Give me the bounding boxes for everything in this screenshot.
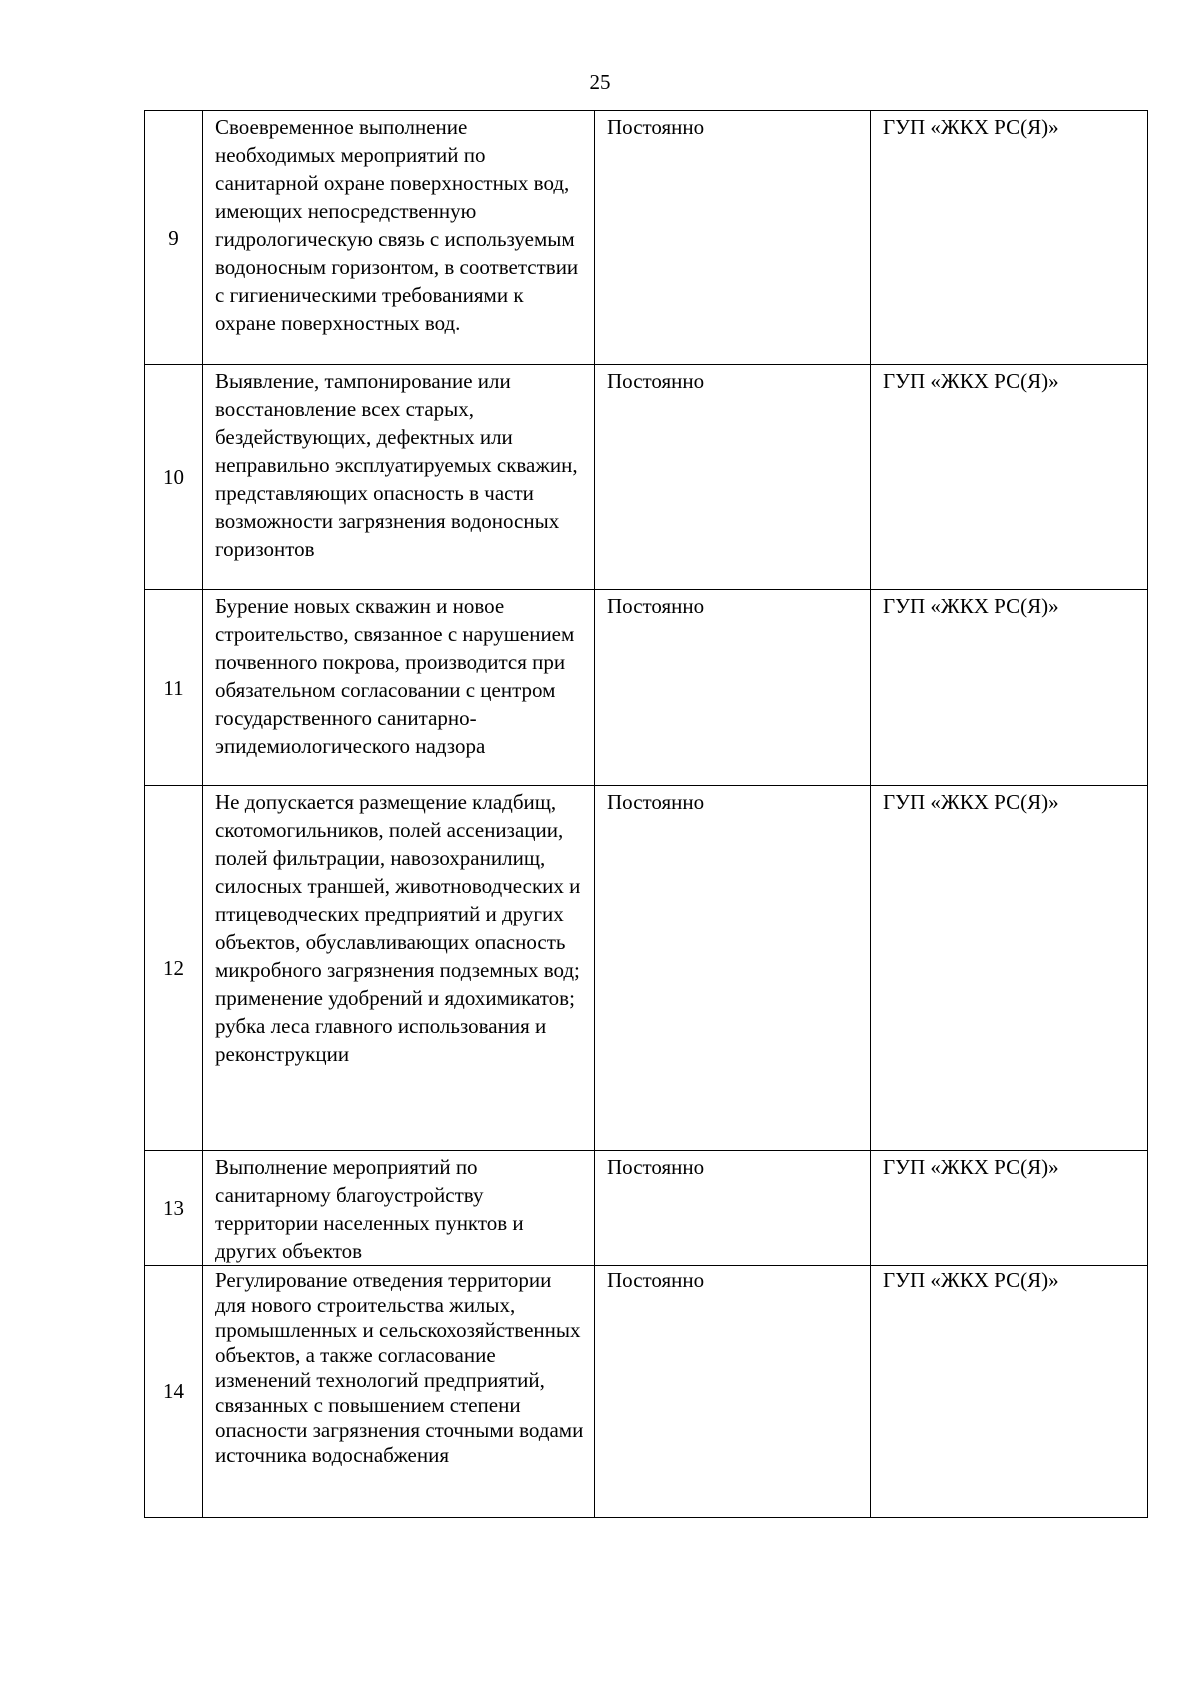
table-row: [145, 786, 1148, 1151]
row-responsible: ГУП «ЖКХ РС(Я)»: [871, 786, 1148, 1151]
table-row: [145, 590, 1148, 786]
measures-table: [144, 110, 1148, 1518]
row-number: 14: [145, 1266, 203, 1518]
table-row: [145, 1266, 1148, 1518]
row-term: Постоянно: [595, 1151, 871, 1266]
row-number: 9: [145, 111, 203, 365]
row-number: 11: [145, 590, 203, 786]
row-description: Выявление, тампонирование или восстановление всех старых, бездействующих, дефектных или неправильно эксплуатируемых скважин, представляющих опасность в части возможности загрязнения водоносных горизонтов: [203, 365, 595, 590]
row-term: Постоянно: [595, 365, 871, 590]
table-row: [145, 1151, 1148, 1266]
row-responsible: ГУП «ЖКХ РС(Я)»: [871, 590, 1148, 786]
table-row: [145, 365, 1148, 590]
row-description: Своевременное выполнение необходимых мероприятий по санитарной охране поверхностных вод, имеющих непосредственную гидрологическую связь с используемым водоносным горизонтом, в соответствии с гигиеническими требованиями к охране поверхностных вод.: [203, 111, 595, 365]
row-description: Не допускается размещение кладбищ, скотомогильников, полей ассенизации, полей фильтрации, навозохранилищ, силосных траншей, животноводческих и птицеводческих предприятий и других объектов, обуславливающих опасность микробного загрязнения подземных вод; применение удобрений и ядохимикатов; рубка леса главного использования и реконструкции: [203, 786, 595, 1151]
row-description: Выполнение мероприятий по санитарному благоустройству территории населенных пунктов и других объектов: [203, 1151, 595, 1266]
row-responsible: ГУП «ЖКХ РС(Я)»: [871, 1151, 1148, 1266]
row-term: Постоянно: [595, 590, 871, 786]
row-description: Бурение новых скважин и новое строительство, связанное с нарушением почвенного покрова, производится при обязательном согласовании с центром государственного санитарно-эпидемиологического надзора: [203, 590, 595, 786]
row-responsible: ГУП «ЖКХ РС(Я)»: [871, 1266, 1148, 1518]
row-description: Регулирование отведения территории для нового строительства жилых, промышленных и сельскохозяйственных объектов, а также согласование изменений технологий предприятий, связанных с повышением степени опасности загрязнения сточными водами источника водоснабжения: [203, 1266, 595, 1518]
row-term: Постоянно: [595, 111, 871, 365]
row-term: Постоянно: [595, 1266, 871, 1518]
row-responsible: ГУП «ЖКХ РС(Я)»: [871, 111, 1148, 365]
table-row: [145, 111, 1148, 365]
row-responsible: ГУП «ЖКХ РС(Я)»: [871, 365, 1148, 590]
page-number: 25: [589, 70, 611, 94]
row-number: 13: [145, 1151, 203, 1266]
row-number: 10: [145, 365, 203, 590]
row-number: 12: [145, 786, 203, 1151]
row-term: Постоянно: [595, 786, 871, 1151]
